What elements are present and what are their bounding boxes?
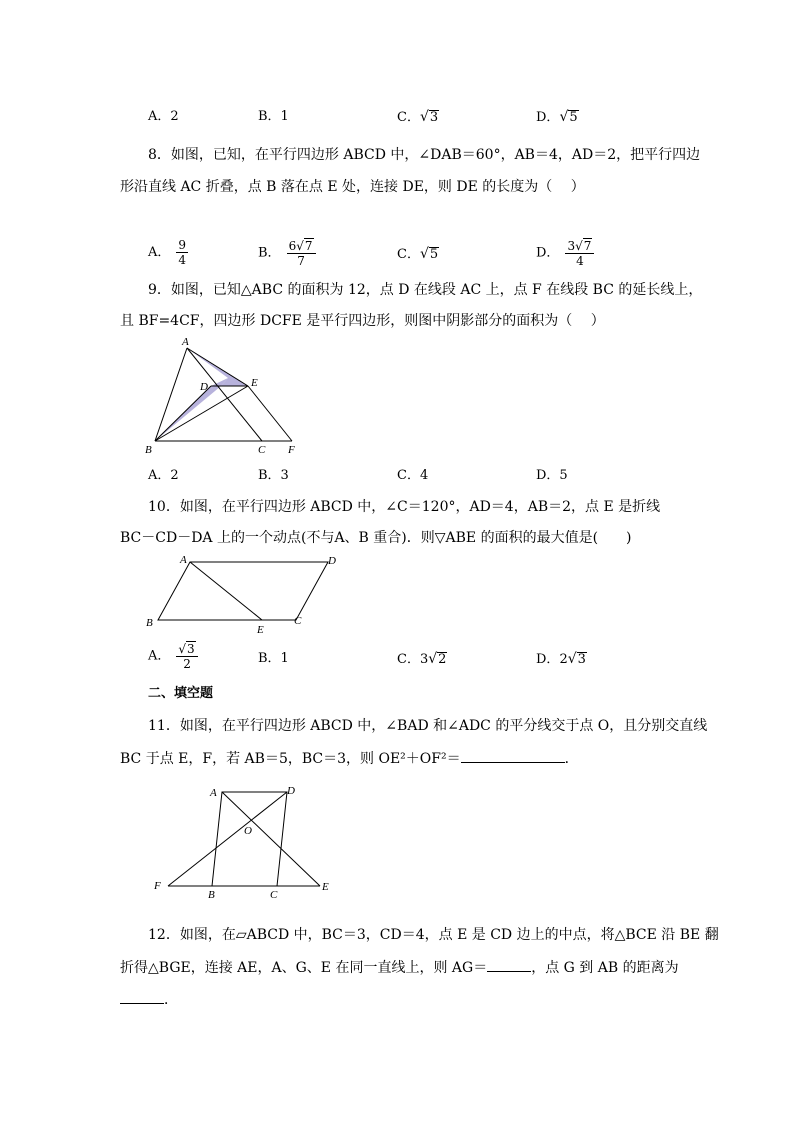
- q10-option-a: A． $\frac{√3}{2}$: [148, 641, 198, 671]
- q10-label-c: C: [294, 615, 302, 627]
- q12-line3: ．: [120, 989, 178, 1010]
- q10-option-b: B．1: [258, 651, 289, 666]
- q7-option-c: C．√3: [397, 109, 439, 125]
- q10-option-c: C．3√2: [397, 651, 447, 667]
- q9-label-f: F: [288, 444, 295, 456]
- q10-option-d: D．2√3: [536, 651, 586, 667]
- q11-label-c: C: [270, 889, 278, 898]
- q10-label-e: E: [257, 624, 264, 634]
- q10-line1: 10．如图，在平行四边形 ABCD 中，∠C＝120°，AD＝4，AB＝2，点 E 是折线: [148, 499, 661, 515]
- q12-answer-blank-distance[interactable]: [120, 989, 164, 1004]
- q8-line1: 8．如图，已知，在平行四边形 ABCD 中，∠DAB＝60°，AB＝4，AD＝2，把平行四边: [148, 147, 701, 163]
- q9-option-d: D．5: [536, 468, 568, 483]
- q11-line1: 11．如图，在平行四边形 ABCD 中，∠BAD 和∠ADC 的平分线交于点 O，且分别交直线: [148, 718, 708, 734]
- q12-line2: 折得△BGE，连接 AE，A、G、E 在同一直线上，则 AG＝ ，点 G 到 AB 的距离为: [120, 957, 679, 978]
- q11-label-e: E: [322, 881, 329, 893]
- q11-label-a: A: [210, 787, 217, 799]
- q9-line1: 9．如图，已知△ABC 的面积为 12，点 D 在线段 AC 上，点 F 在线段 BC 的延长线上，: [148, 282, 703, 298]
- q9-segment-be: [155, 386, 248, 441]
- q9-label-a: A: [182, 336, 189, 348]
- q9-option-b: B．3: [258, 468, 289, 483]
- q11-parallelogram-abcd: [212, 792, 287, 886]
- q9-segment-ae: [187, 348, 248, 386]
- q10-figure: [140, 550, 350, 634]
- q9-segment-ac: [187, 348, 262, 441]
- q10-label-a: A: [180, 554, 187, 566]
- q8-option-b: B． $\frac{6√7}{7}$: [258, 238, 316, 268]
- q11-bisector-ae: [222, 792, 320, 886]
- q12-line1: 12．如图，在▱ABCD 中，BC＝3，CD＝4，点 E 是 CD 边上的中点，将△BCE 沿 BE 翻: [148, 927, 719, 943]
- q11-figure: [150, 778, 340, 898]
- q10-segment-ae: [190, 562, 262, 620]
- q8-option-d: D． $\frac{3√7}{4}$: [536, 238, 594, 268]
- q11-label-d: D: [287, 785, 295, 797]
- q9-label-e: E: [251, 377, 258, 389]
- section-title-fill-blank: 二、填空题: [148, 686, 214, 701]
- q9-option-c: C．4: [397, 468, 429, 483]
- q11-line2: BC 于点 E，F，若 AB＝5，BC＝3，则 OE²＋OF²＝ ．: [120, 748, 579, 769]
- q7-option-a: A．2: [148, 109, 179, 124]
- q11-label-b: B: [208, 889, 215, 898]
- q12-answer-blank-ag[interactable]: [487, 957, 531, 972]
- q10-label-b: B: [146, 617, 153, 629]
- q9-label-d: D: [200, 381, 208, 393]
- q8-option-a: A． $\frac{9}{4}$: [148, 238, 187, 267]
- q9-segment-ef: [248, 386, 292, 441]
- q10-line2: BC－CD－DA 上的一个动点(不与A、B 重合)．则▽ABE 的面积的最大值是( ): [120, 530, 632, 546]
- q8-option-c: C．√5: [397, 246, 439, 262]
- q9-figure: [140, 335, 310, 460]
- q9-line2: 且 BF=4CF，四边形 DCFE 是平行四边形，则图中阴影部分的面积为（ ）: [120, 313, 605, 329]
- q9-segment-bd: [155, 386, 211, 441]
- q10-label-d: D: [328, 555, 336, 567]
- q7-option-d: D．√5: [536, 109, 578, 125]
- q11-answer-blank[interactable]: [461, 748, 565, 763]
- q7-option-c-radicand: 3: [429, 110, 439, 125]
- q9-option-a: A．2: [148, 468, 179, 483]
- q11-label-f: F: [154, 880, 161, 892]
- q7-option-d-radicand: 5: [569, 110, 578, 125]
- q8-line2: 形沿直线 AC 折叠，点 B 落在点 E 处，连接 DE，则 DE 的长度为（ ）: [120, 179, 585, 195]
- q7-option-b: B．1: [258, 109, 289, 124]
- q11-label-o: O: [244, 825, 252, 837]
- q9-label-c: C: [258, 444, 266, 456]
- q10-parallelogram-abcd: [158, 562, 328, 620]
- q11-bisector-df: [168, 792, 287, 886]
- q9-label-b: B: [145, 444, 152, 456]
